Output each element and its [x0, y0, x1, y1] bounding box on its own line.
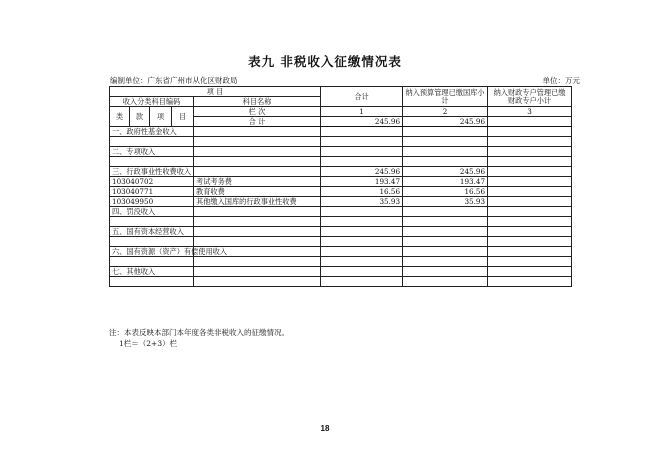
row-value-total: 35.93 [321, 197, 403, 207]
table-row [110, 167, 572, 177]
row-name [194, 147, 321, 157]
row-value-total [321, 137, 403, 147]
row-value-treasury [403, 247, 488, 257]
table-row [110, 267, 572, 277]
row-value-treasury [403, 277, 488, 287]
col-number-2: 2 [403, 107, 488, 117]
row-value-special [488, 207, 572, 217]
row-name [194, 277, 321, 287]
row-code [110, 137, 194, 147]
row-value-total: 193.47 [321, 177, 403, 187]
header-xiang: 项 [150, 107, 172, 127]
row-value-total: 16.56 [321, 187, 403, 197]
table-row [110, 277, 572, 287]
table-row [110, 177, 572, 187]
table-row [110, 197, 572, 207]
row-name [194, 137, 321, 147]
row-value-special [488, 217, 572, 227]
row-value-special [488, 177, 572, 187]
table-row [110, 207, 572, 217]
row-value-total [321, 127, 403, 137]
header-kemu-name: 科目名称 [194, 97, 321, 107]
row-value-total [321, 147, 403, 157]
row-value-special [488, 237, 572, 247]
header-lei: 类 [110, 107, 130, 127]
header-col-total: 合计 [321, 87, 403, 107]
row-code: 一、政府性基金收入 [110, 127, 194, 137]
row-value-special [488, 127, 572, 137]
header-lanci: 栏 次 [194, 107, 321, 117]
row-value-special [488, 227, 572, 237]
row-value-total: 245.96 [321, 167, 403, 177]
table-row [110, 217, 572, 227]
row-value-total [321, 237, 403, 247]
row-value-total [321, 207, 403, 217]
footnote-1: 注：本表反映本部门本年度各类非税收入的征缴情况。 [109, 328, 289, 337]
header-mu: 目 [172, 107, 194, 127]
row-name: 其他缴入国库的行政事业性收费 [194, 197, 321, 207]
row-value-treasury: 245.96 [403, 167, 488, 177]
page-title: 表九 非税收入征缴情况表 [248, 54, 402, 69]
row-code [110, 257, 194, 267]
row-value-total [321, 157, 403, 167]
row-name [194, 257, 321, 267]
table-row [110, 247, 572, 257]
row-value-treasury: 35.93 [403, 197, 488, 207]
row-code: 七、其他收入 [110, 267, 194, 277]
row-value-special [488, 167, 572, 177]
row-value-total [321, 257, 403, 267]
row-value-special [488, 187, 572, 197]
row-value-treasury [403, 157, 488, 167]
row-name [194, 217, 321, 227]
table-row [110, 237, 572, 247]
row-value-special [488, 277, 572, 287]
row-value-treasury [403, 257, 488, 267]
row-code: 三、行政事业性收费收入 [110, 167, 194, 177]
row-value-treasury [403, 217, 488, 227]
row-value-special [488, 157, 572, 167]
row-value-total [321, 227, 403, 237]
row-value-treasury [403, 267, 488, 277]
footnotes [109, 327, 289, 349]
table-row [110, 227, 572, 237]
row-value-total [321, 277, 403, 287]
currency-unit: 单位：万元 [542, 76, 580, 85]
header-xiangmu: 项 目 [110, 87, 321, 97]
row-name [194, 227, 321, 237]
row-code: 103040771 [110, 187, 194, 197]
row-value-treasury [403, 227, 488, 237]
row-value-total [321, 267, 403, 277]
header-kuan: 款 [130, 107, 150, 127]
row-name [194, 167, 321, 177]
row-value-treasury: 16.56 [403, 187, 488, 197]
row-value-total [321, 217, 403, 227]
row-value-special [488, 247, 572, 257]
heji-label: 合 计 [194, 117, 321, 127]
col-number-1: 1 [321, 107, 403, 117]
row-value-total [321, 247, 403, 257]
row-name [194, 237, 321, 247]
row-value-special [488, 257, 572, 267]
row-name: 教育收费 [194, 187, 321, 197]
row-code: 五、国有资本经营收入 [110, 227, 194, 237]
heji-value-2: 245.96 [403, 117, 488, 127]
non-tax-revenue-table [109, 86, 572, 287]
footnote-2: 1栏＝（2+3）栏 [119, 339, 178, 348]
header-col-special: 纳入财政专户管理已缴财政专户小计 [488, 87, 572, 107]
row-value-special [488, 267, 572, 277]
row-value-treasury [403, 147, 488, 157]
row-name [194, 157, 321, 167]
table-row [110, 157, 572, 167]
row-code [110, 277, 194, 287]
header-col-treasury: 纳入预算管理已缴国库小计 [403, 87, 488, 107]
row-value-treasury [403, 137, 488, 147]
row-code [110, 157, 194, 167]
row-value-treasury [403, 207, 488, 217]
table-row [110, 257, 572, 267]
row-name [194, 267, 321, 277]
row-code: 103049950 [110, 197, 194, 207]
row-code: 103040702 [110, 177, 194, 187]
row-value-treasury [403, 237, 488, 247]
row-value-treasury [403, 127, 488, 137]
page-number: 18 [320, 424, 330, 433]
row-code [110, 237, 194, 247]
row-value-special [488, 197, 572, 207]
row-value-treasury: 193.47 [403, 177, 488, 187]
col-number-3: 3 [488, 107, 572, 117]
compiling-unit: 编制单位：广东省广州市从化区财政局 [110, 76, 238, 85]
row-value-special [488, 137, 572, 147]
heji-value-1: 245.96 [321, 117, 403, 127]
row-code: 四、罚没收入 [110, 207, 194, 217]
row-code: 二、专项收入 [110, 147, 194, 157]
row-name [194, 127, 321, 137]
header-row-3 [110, 107, 572, 117]
row-name: 考试考务费 [194, 177, 321, 187]
table-row [110, 187, 572, 197]
table-row [110, 147, 572, 157]
row-code [110, 217, 194, 227]
header-row-1 [110, 87, 572, 97]
table-row [110, 127, 572, 137]
heji-value-3 [488, 117, 572, 127]
table-row [110, 137, 572, 147]
row-value-special [488, 147, 572, 157]
row-name [194, 207, 321, 217]
row-code: 六、国有资源（资产）有偿使用收入 [110, 247, 194, 257]
header-fenlei: 收入分类科目编码 [110, 97, 194, 107]
